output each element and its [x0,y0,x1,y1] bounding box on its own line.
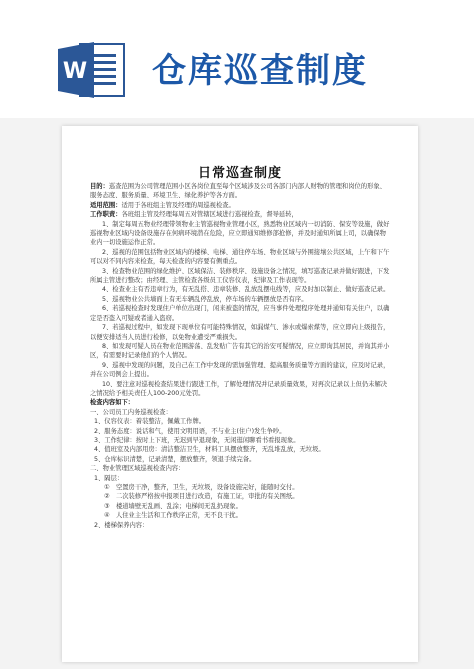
duty-item: 2、巡视的范围包括物业区域内的楼梯、电梯、通往停车场、物业区域与外围接壤公共区域，上午和下午可以对不同内容来检查，每天检查的内容要有侧重点。 [90,248,390,266]
section-heading: 二、物业管理区域巡视检查内容： [90,465,185,473]
list-item: 1、仪容仪表：着装整洁，佩戴工作牌。 [94,418,206,426]
duty-item: 9、巡视中发现的问题，及自己在工作中发现的需加强管理、提高服务质量等方面的建议，应及时记录，并在公司例会上提出。 [90,361,390,379]
document-page [62,126,418,662]
duty-item: 4、检查业主有否违章行为，有无乱搭、违章装修、乱放乱摆电线等，应及时加以制止、做好巡查记录。 [102,286,390,294]
duty-item: 6、若巡视检查时发现住户单位出现门，闲来被盗的情况，应当事件处理程序处理并通知有关住户，以确定是否盗入可疑或者通入盗窃。 [90,305,390,322]
list-item: ① 空置房干净，整齐，卫生，无垃圾，设备设施完好，能随时交付。 [104,484,299,491]
subsection-heading: 1、隔层： [94,474,124,482]
scope-label: 适用范围： [90,201,122,209]
duties-paragraph [90,210,390,219]
subsection-heading: 2、楼梯保养内容： [94,521,149,529]
duty-item: 5、巡视物业公共墙面上有无车辆乱停乱放，停车场的车辆摆放是否有序。 [102,295,308,303]
duty-item: 10、要注意对巡视检查结果进行跟进工作，了解处理情况并记录质量效果，对再次记录以上但仍未解决之情况给予相关责任人100-200元处罚。 [90,380,388,397]
list-item: ④ 人住业主生活和工作秩序正常，无不良干扰。 [104,512,242,520]
list-item: 5、仓库标识清楚，记录清楚，摆放整齐，领退手续完备。 [94,455,256,463]
content-label: 检查内容如下： [90,399,135,407]
section-heading: 一、公司员工内务巡视检查： [90,408,172,416]
scope-paragraph [90,201,390,210]
list-item: 4、值班室及内部用房：清洁整洁卫生，材料工具摆放整齐，无乱堆乱放，无垃圾。 [94,446,325,454]
svg-text:W: W [62,59,88,84]
list-item: ② 二次装修严格按申报项目进行改造，有施工证，审批的有关图纸。 [104,493,299,501]
document-title: 日常巡查制度 [197,166,282,181]
duty-item: 3、检查物业范围的绿化维护、区域保洁、装修秩序、设施设备之情况，填写巡查记录并做好跟进，下发所属主管进行整改；由经理、主管检查各级员工仪容仪表，纪律及工作表现等。 [90,267,390,285]
duties-text: 各班组主管及经理每周五对管辖区域进行巡视检查，督导延转， [121,211,298,219]
duty-item: 7、若巡视过程中，如发现下现单位有可能特殊情况，如漏煤气、渗水或爆索煤等，应立即向上级报告，以便安排适当人员进行检修，以免物业遭受严重损失。 [90,324,390,341]
scope-text: 适用于各班组主管及经理的周巡视检查。 [121,201,235,209]
duty-item: 1、制定每周五物业经理带领物业主管巡视物业管理小区，熟悉物业区域内一切消防、保安等设施，做好巡视物业区域内设备设施存在何病环境潜在危险，应立即通知维修部抢修，并及时通知所属上司，以确保物业内一切设施运作正常。 [90,220,390,247]
banner-title: 仓库巡查制度 [152,51,368,91]
duties-label: 工作职责： [90,211,122,219]
header-banner [0,0,474,118]
purpose-text: 巡查范围为公司管理范围小区各岗位直至每个区域涉及公司各部门内部人财物的管理和岗位的形象、服务态度、服务质量、环境卫生、绿化养护等各方面。 [90,183,386,200]
list-item: 2、服务态度：说话和气，使用文明用语，不与业主(住户)发生争吵。 [94,427,286,435]
word-document-icon [58,42,126,98]
list-item: ③ 楼道墙壁无乱画、乱涂；电梯间无乱扔现象。 [104,502,242,510]
duty-item: 8、如发现可疑人员在物业范围游荡、乱发贴广告有其它的治安可疑情况，应立即询其居民，并询其并小区，有需要时记录他们的个人情况。 [90,342,390,360]
list-item: 3、工作纪律：按时上下班，无迟到早退现象，无闲逛闲聊看书看报现象。 [94,436,300,444]
purpose-paragraph [90,182,390,201]
purpose-label: 目的： [90,183,109,190]
document-body [90,182,390,530]
